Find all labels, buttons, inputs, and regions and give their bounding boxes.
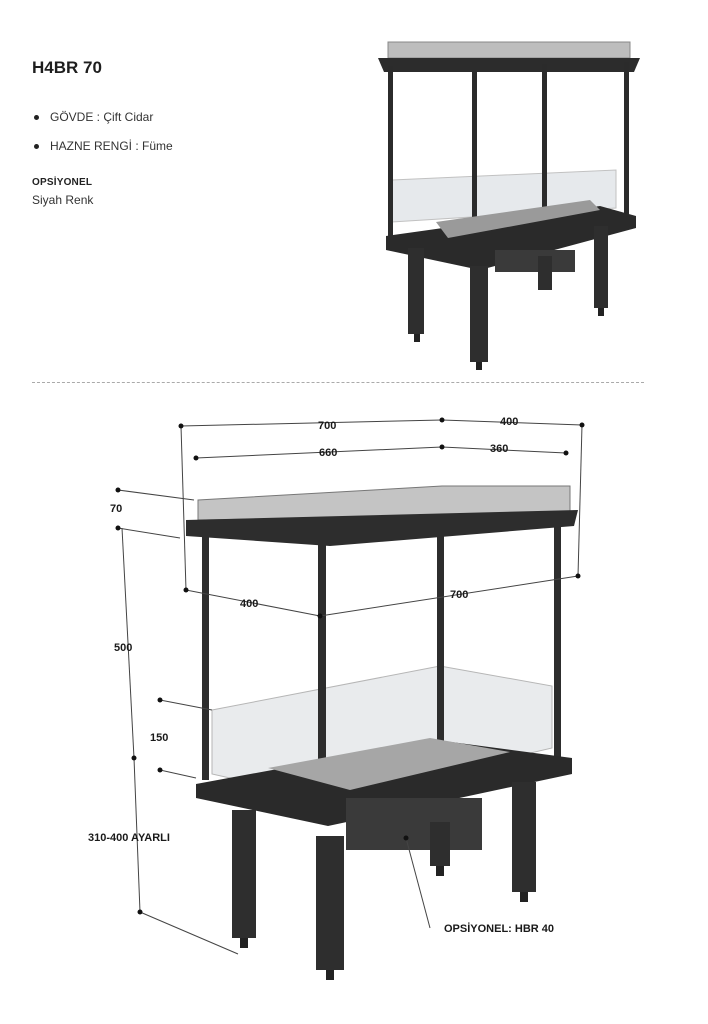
option-label: OPSİYONEL (32, 177, 93, 188)
stand-drawing (186, 486, 578, 980)
option-note: OPSİYONEL: HBR 40 (444, 923, 555, 935)
dim-leg-height: 310-400 AYARLI (88, 832, 170, 844)
dim-mid-depth: 400 (240, 598, 259, 610)
dim-top-height: 70 (110, 503, 123, 515)
dim-glass-height: 150 (150, 732, 169, 744)
dim-inner-width: 660 (319, 447, 338, 459)
dim-body-height: 500 (114, 642, 133, 654)
dim-top-depth: 400 (500, 416, 519, 428)
product-title: H4BR 70 (32, 58, 102, 77)
option-value: Siyah Renk (32, 193, 94, 207)
dim-top-width: 700 (318, 420, 337, 432)
dim-mid-width: 700 (450, 589, 469, 601)
dim-inner-depth: 360 (490, 443, 509, 455)
feature-tank-color: HAZNE RENGİ : Füme (32, 135, 173, 164)
feature-body: GÖVDE : Çift Cidar (32, 106, 173, 135)
